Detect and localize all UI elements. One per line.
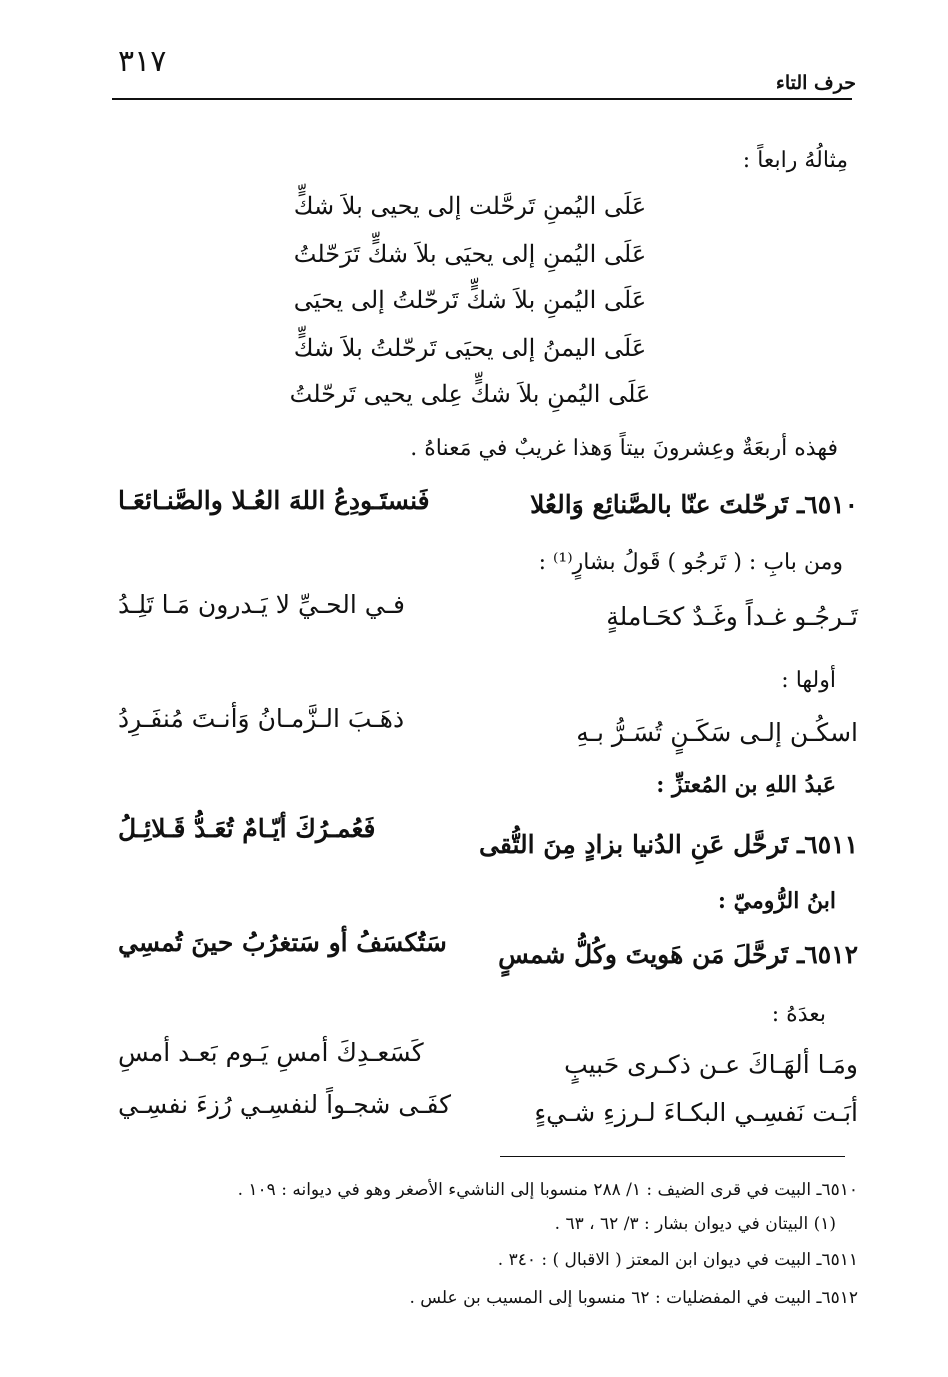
verse-line: عَلَى اليُمنِ إلى يحيَى بلاَ شكٍّ تَرَحّلتُ <box>293 240 647 268</box>
summary-text: فهذه أربعَةٌ وعِشرونَ بيتاً وَهذا غريبٌ في مَعناهُ . <box>410 436 838 461</box>
footnote: ٦٥١٠ـ البيت في قرى الضيف : ١/ ٢٨٨ منسوبا إلى الناشيء الأصغر وهو في ديوانه : ١٠٩ . <box>237 1180 858 1200</box>
footnote: ٦٥١١ـ البيت في ديوان ابن المعتز ( الاقبال ) : ٣٤٠ . <box>497 1250 858 1270</box>
poem-baadahu-first-hemistich: ومَـا ألهَـاكَ عـن ذكـرى حَبيبٍ <box>564 1050 858 1079</box>
poem-tarju-first-hemistich: تَـرجُـو غـداً وغَـدٌ كحَـاملةٍ <box>606 602 858 631</box>
intro-text: مِثالُهُ رابعاً : <box>742 148 848 173</box>
ibn-rumi-heading: ابنُ الرُّوميّ : <box>717 888 836 914</box>
baadahu-text: بعدَهُ : <box>771 1002 826 1027</box>
poem-baadahu-second-hemistich: كَسَعـدِكَ أمسِ يَـوم بَعـد أمسِ <box>118 1038 424 1067</box>
poem-6510-second-hemistich: فَنستَـودِعُ اللهَ العُـلا والصَّنـائعَـا <box>118 486 430 515</box>
verse-line: عَلَى اليمنُ إلى يحيَى تَرحّلتُ بلاَ شكٍّ <box>293 334 647 362</box>
page-number: ٣١٧ <box>118 44 167 79</box>
verse-line: عَلَى اليُمنِ بلاَ شكٍّ تَرحّلتُ إلى يحيَى <box>293 286 647 314</box>
verse-line: عَلَى اليُمنِ تَرحَّلت إلى يحيى بلاَ شكٍّ <box>293 192 647 220</box>
header-rule <box>112 98 852 100</box>
poem-awwaluha-second-hemistich: ذهَـبَ الـزَّمـانُ وَأنـتَ مُنفَـرِدُ <box>118 704 405 733</box>
footnote: (١) البيتان في ديوان بشار : ٣/ ٦٢ ، ٦٣ . <box>554 1214 836 1234</box>
poem-6511-second-hemistich: فَعُمـرُكَ أيّـامٌ تُعَـدُّ قَـلائِـلُ <box>118 814 376 843</box>
poem-6510-first-hemistich: ٦٥١٠ـ تَرحّلتَ عنّا بالصَّنائِع وَالعُلا <box>530 490 858 519</box>
poem-baadahu-second-hemistich: كفَـى شجـواً لنفسِـي رُزءَ نفسِـي <box>118 1090 452 1119</box>
verse-line: عَلَى اليُمنِ بلاَ شكٍّ عِلى يحيى تَرحّلتُ <box>289 380 651 408</box>
poem-6512-second-hemistich: سَتُكسَفُ أو سَتغرُبُ حينَ تُمسِي <box>118 928 447 957</box>
awwaluha-text: أولها : <box>781 668 836 693</box>
poem-tarju-second-hemistich: فـي الحـيِّ لا يَـدرون مَـا تَلِـدُ <box>118 590 405 619</box>
abdullah-heading: عَبدُ اللهِ بن المُعتزِّ : <box>656 772 836 798</box>
poem-baadahu-first-hemistich: أبَـت نَفسِـي البكـاءَ لـرزءِ شـيءٍ <box>534 1098 858 1127</box>
bab-tarju-text: ومن بابِ : ( تَرجُو ) قَولُ بشارٍ⁽¹⁾ : <box>538 550 843 575</box>
poem-6511-first-hemistich: ٦٥١١ـ تَرحَّل عَنِ الدُنيا بزادٍ مِنَ التُّقى <box>479 830 858 859</box>
poem-6512-first-hemistich: ٦٥١٢ـ تَرحَّلَ مَن هَويتَ وكُلُّ شمسٍ <box>498 940 858 969</box>
footnote: ٦٥١٢ـ البيت في المفضليات : ٦٢ منسوبا إلى المسيب بن علس . <box>409 1288 858 1308</box>
footnote-rule <box>500 1156 845 1157</box>
poem-awwaluha-first-hemistich: اسكُـن إلـى سَكَـنٍ تُسَـرُّ بـهِ <box>576 718 858 747</box>
chapter-title: حرف التاء <box>775 72 856 94</box>
